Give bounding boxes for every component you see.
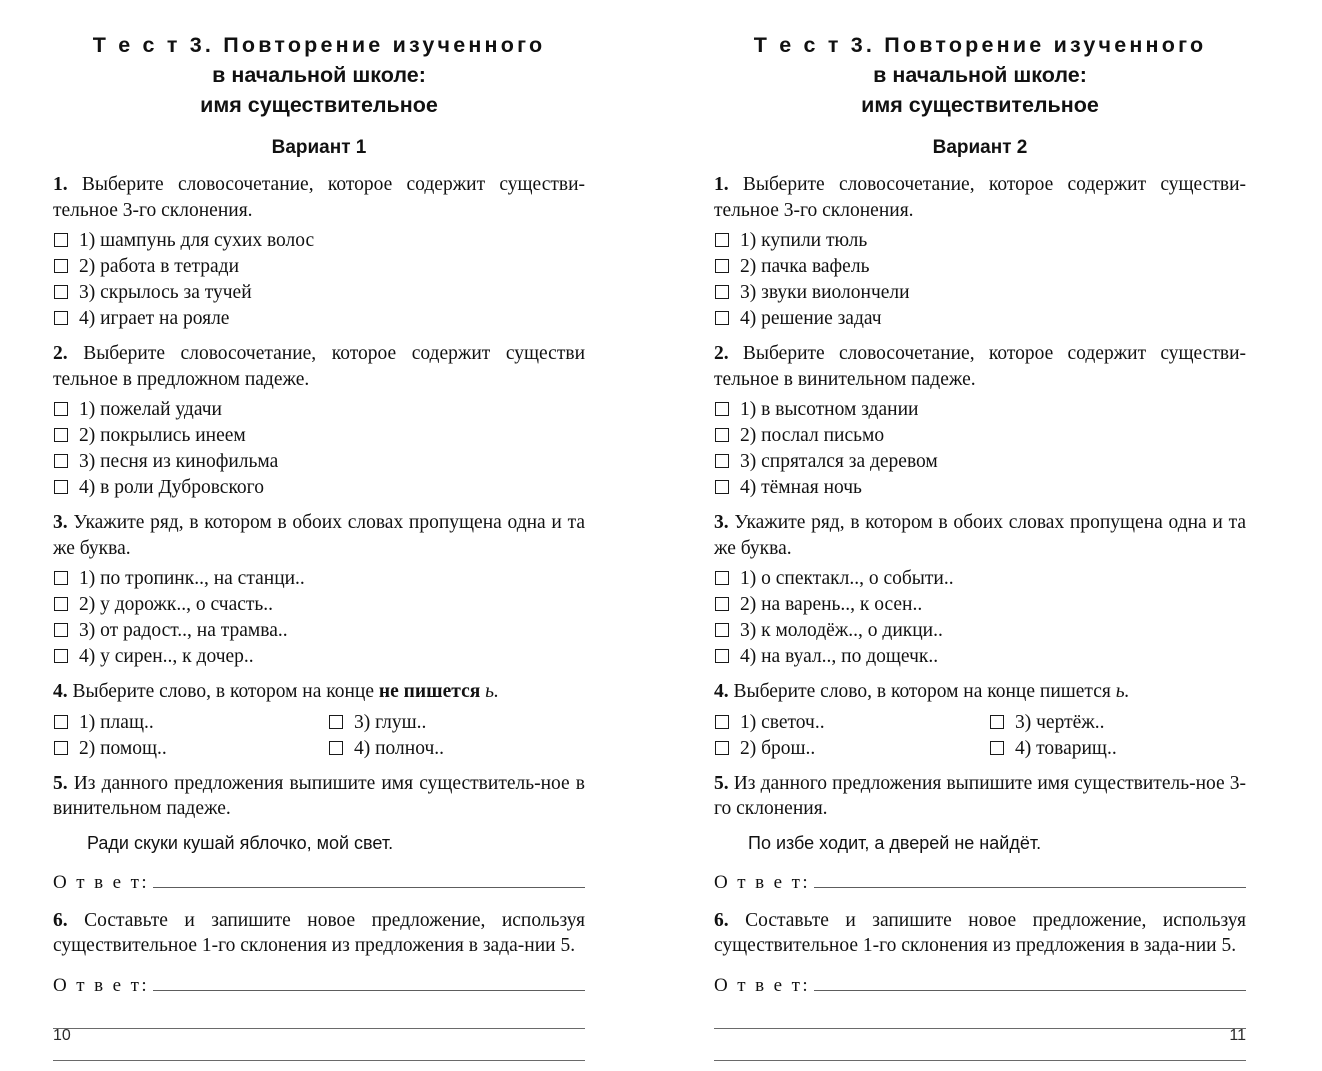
- question-4-text: [53, 679, 585, 705]
- option-row[interactable]: [328, 736, 585, 762]
- option-label: 2) на варень.., к осен..: [740, 594, 923, 615]
- question-4-emphasis: не пишется: [378, 681, 481, 702]
- checkbox-icon[interactable]: [990, 715, 1004, 729]
- question-2-body: Выберите словосочетание, которое содержит существи тельное в предложном падеже.: [53, 343, 585, 390]
- checkbox-icon[interactable]: [715, 311, 729, 325]
- question-5-body: Из данного предложения выпишите имя существитель-ное 3-го склонения.: [714, 772, 1247, 819]
- question-1-text: [714, 172, 1246, 223]
- option-row[interactable]: [714, 618, 1246, 644]
- question-1-options: [714, 228, 1246, 332]
- question-5-number: 5.: [53, 772, 68, 794]
- checkbox-icon[interactable]: [715, 402, 729, 416]
- answer-input-line[interactable]: [153, 977, 585, 991]
- question-5-sentence: Ради скуки кушай яблочко, мой свет.: [87, 832, 394, 853]
- checkbox-icon[interactable]: [54, 259, 68, 273]
- answer-label: О т в е т:: [53, 871, 150, 893]
- question-5-body: Из данного предложения выпишите имя существитель-ное в винительном падеже.: [53, 772, 585, 819]
- question-1-text: [53, 172, 585, 223]
- variant-2-column: [661, 0, 1322, 1071]
- option-row[interactable]: [714, 280, 1246, 306]
- option-label: 1) шампунь для сухих волос: [79, 230, 315, 251]
- answer-blank-line[interactable]: [714, 1060, 1246, 1061]
- option-label: 1) купили тюль: [740, 230, 868, 251]
- question-2-text: [53, 341, 585, 392]
- test-title: [53, 30, 585, 120]
- option-row[interactable]: [53, 397, 585, 423]
- question-4-body-before: Выберите слово, в котором на конце пишется: [733, 681, 1111, 702]
- option-label: 3) глуш..: [354, 711, 427, 733]
- checkbox-icon[interactable]: [715, 623, 729, 637]
- question-3-text: [53, 510, 585, 561]
- option-label: 1) по тропинк.., на станци..: [79, 568, 305, 589]
- checkbox-icon[interactable]: [715, 454, 729, 468]
- checkbox-icon[interactable]: [54, 233, 68, 247]
- test-title: [714, 30, 1246, 120]
- option-row[interactable]: [714, 644, 1246, 670]
- question-2-options: [53, 397, 585, 501]
- checkbox-icon[interactable]: [54, 649, 68, 663]
- option-row[interactable]: [714, 736, 989, 762]
- answer-blank-line[interactable]: [714, 1028, 1246, 1029]
- question-6-body: Составьте и запишите новое предложение, используя существительное 1-го склонения из предложения в зада-нии 5.: [714, 909, 1247, 956]
- checkbox-icon[interactable]: [54, 715, 68, 729]
- option-row[interactable]: [53, 736, 328, 762]
- option-label: 3) звуки виолончели: [740, 282, 910, 303]
- option-label: 1) о спектакл.., о событи..: [740, 568, 954, 589]
- answer-label: О т в е т:: [714, 974, 811, 996]
- question-3-body: Укажите ряд, в котором в обоих словах пропущена одна и та же буква.: [714, 512, 1247, 559]
- checkbox-icon[interactable]: [715, 285, 729, 299]
- question-4-body-after: ь.: [1110, 681, 1130, 702]
- question-4-options: [53, 710, 585, 762]
- checkbox-icon[interactable]: [54, 597, 68, 611]
- option-row[interactable]: [53, 566, 585, 592]
- question-5-text: [714, 771, 1246, 822]
- option-row[interactable]: [714, 306, 1246, 332]
- option-label: 3) от радост.., на трамва..: [79, 620, 288, 641]
- question-3-body: Укажите ряд, в котором в обоих словах пропущена одна и та же буква.: [53, 512, 586, 559]
- title-line-1: Т е с т 3. Повторение изученного: [92, 33, 546, 57]
- option-row[interactable]: [714, 397, 1246, 423]
- option-label: 1) светоч..: [740, 711, 825, 733]
- answer-input-line[interactable]: [814, 977, 1246, 991]
- checkbox-icon[interactable]: [715, 715, 729, 729]
- option-label: 2) у дорожк.., о счасть..: [79, 594, 274, 615]
- question-5-number: 5.: [714, 772, 729, 794]
- option-row[interactable]: [714, 228, 1246, 254]
- option-label: 2) покрылись инеем: [79, 425, 246, 446]
- option-row[interactable]: [53, 710, 328, 736]
- checkbox-icon[interactable]: [54, 571, 68, 585]
- checkbox-icon[interactable]: [715, 233, 729, 247]
- option-label: 3) спрятался за деревом: [740, 451, 938, 472]
- option-label: 2) послал письмо: [740, 425, 885, 446]
- answer-label: О т в е т:: [53, 974, 150, 996]
- question-1-body: Выберите словосочетание, которое содержит существи-тельное 3-го склонения.: [53, 174, 586, 221]
- checkbox-icon[interactable]: [54, 623, 68, 637]
- question-1-number: 1.: [53, 174, 68, 195]
- checkbox-icon[interactable]: [329, 741, 343, 755]
- option-row[interactable]: [53, 254, 585, 280]
- option-row[interactable]: [714, 475, 1246, 501]
- checkbox-icon[interactable]: [54, 311, 68, 325]
- question-5-sentence: По избе ходит, а дверей не найдёт.: [748, 832, 1042, 853]
- option-row[interactable]: [714, 566, 1246, 592]
- answer-input-line[interactable]: [814, 874, 1246, 888]
- option-label: 2) помощ..: [79, 737, 167, 759]
- question-3-text: [714, 510, 1246, 561]
- question-1-body: Выберите словосочетание, которое содержит существи-тельное 3-го склонения.: [714, 174, 1247, 221]
- option-row[interactable]: [53, 644, 585, 670]
- variant-label: Вариант 1: [271, 137, 367, 158]
- option-label: 1) плащ..: [79, 711, 154, 733]
- checkbox-icon[interactable]: [715, 597, 729, 611]
- question-4-body-after: ь.: [480, 681, 499, 702]
- checkbox-icon[interactable]: [54, 428, 68, 442]
- title-line-3: имя существительное: [861, 93, 1099, 117]
- option-row[interactable]: [989, 710, 1246, 736]
- checkbox-icon[interactable]: [54, 454, 68, 468]
- option-row[interactable]: [714, 710, 989, 736]
- question-6-number: 6.: [53, 909, 68, 931]
- option-label: 4) играет на рояле: [79, 308, 230, 329]
- variant-label: Вариант 2: [932, 137, 1028, 158]
- option-label: 4) в роли Дубровского: [79, 477, 264, 498]
- question-6-text: [53, 908, 585, 959]
- option-label: 4) товарищ..: [1015, 737, 1117, 759]
- option-row[interactable]: [53, 618, 585, 644]
- option-label: 3) скрылось за тучей: [79, 282, 252, 303]
- option-label: 3) песня из кинофильма: [79, 451, 279, 472]
- question-4-options: [714, 710, 1246, 762]
- option-row[interactable]: [53, 423, 585, 449]
- question-3-options: [714, 566, 1246, 670]
- question-4-text: [714, 679, 1246, 705]
- option-label: 1) в высотном здании: [740, 399, 919, 420]
- title-line-1: Т е с т 3. Повторение изученного: [753, 33, 1207, 57]
- page-number: 10: [53, 1027, 71, 1044]
- option-row[interactable]: [53, 280, 585, 306]
- option-label: 4) на вуал.., по дощечк..: [740, 646, 939, 667]
- checkbox-icon[interactable]: [715, 571, 729, 585]
- checkbox-icon[interactable]: [54, 741, 68, 755]
- question-6-body: Составьте и запишите новое предложение, используя существительное 1-го склонения из предложения в зада-нии 5.: [53, 909, 586, 956]
- question-5-text: [53, 771, 585, 822]
- answer-label: О т в е т:: [714, 871, 811, 893]
- question-3-number: 3.: [53, 512, 68, 533]
- option-label: 3) к молодёж.., о дикци..: [740, 620, 943, 641]
- option-label: 1) пожелай удачи: [79, 399, 222, 420]
- option-row[interactable]: [328, 710, 585, 736]
- option-row[interactable]: [53, 306, 585, 332]
- option-label: 2) брош..: [740, 737, 816, 759]
- option-label: 3) чертёж..: [1015, 711, 1105, 733]
- checkbox-icon[interactable]: [715, 741, 729, 755]
- page-number: 11: [1229, 1027, 1246, 1044]
- question-2-text: [714, 341, 1246, 392]
- option-row[interactable]: [714, 592, 1246, 618]
- answer-blank-line[interactable]: [53, 1028, 585, 1029]
- checkbox-icon[interactable]: [329, 715, 343, 729]
- question-2-number: 2.: [53, 343, 68, 364]
- checkbox-icon[interactable]: [990, 741, 1004, 755]
- checkbox-icon[interactable]: [54, 480, 68, 494]
- checkbox-icon[interactable]: [54, 285, 68, 299]
- question-2-number: 2.: [714, 343, 729, 364]
- title-line-2: в начальной школе:: [212, 63, 426, 87]
- question-3-options: [53, 566, 585, 670]
- option-row[interactable]: [714, 423, 1246, 449]
- option-row[interactable]: [989, 736, 1246, 762]
- answer-blank-line[interactable]: [53, 1060, 585, 1061]
- question-1-options: [53, 228, 585, 332]
- question-1-number: 1.: [714, 174, 729, 195]
- option-label: 4) тёмная ночь: [740, 477, 862, 498]
- title-line-2: в начальной школе:: [873, 63, 1087, 87]
- question-6-number: 6.: [714, 909, 729, 931]
- option-row[interactable]: [53, 475, 585, 501]
- title-line-3: имя существительное: [200, 93, 438, 117]
- option-label: 2) пачка вафель: [740, 256, 870, 277]
- question-6-text: [714, 908, 1246, 959]
- question-2-options: [714, 397, 1246, 501]
- question-5-answer-row: [714, 872, 1246, 894]
- checkbox-icon[interactable]: [54, 402, 68, 416]
- checkbox-icon[interactable]: [715, 480, 729, 494]
- option-label: 4) полноч..: [354, 737, 445, 759]
- option-row[interactable]: [714, 449, 1246, 475]
- question-4-body-before: Выберите слово, в котором на конце: [72, 681, 379, 702]
- checkbox-icon[interactable]: [715, 259, 729, 273]
- option-row[interactable]: [53, 449, 585, 475]
- question-3-number: 3.: [714, 512, 729, 533]
- option-label: 4) у сирен.., к дочер..: [79, 646, 254, 667]
- answer-input-line[interactable]: [153, 874, 585, 888]
- option-label: 4) решение задач: [740, 308, 882, 329]
- checkbox-icon[interactable]: [715, 428, 729, 442]
- checkbox-icon[interactable]: [715, 649, 729, 663]
- question-2-body: Выберите словосочетание, которое содержит существи-тельное в винительном падеже.: [714, 343, 1247, 390]
- question-6-answer-row: [714, 975, 1246, 997]
- question-6-answer-row: [53, 975, 585, 997]
- option-row[interactable]: [53, 592, 585, 618]
- option-row[interactable]: [53, 228, 585, 254]
- question-4-number: 4.: [53, 681, 68, 702]
- question-5-answer-row: [53, 872, 585, 894]
- option-row[interactable]: [714, 254, 1246, 280]
- option-label: 2) работа в тетради: [79, 256, 240, 277]
- question-4-number: 4.: [714, 681, 729, 702]
